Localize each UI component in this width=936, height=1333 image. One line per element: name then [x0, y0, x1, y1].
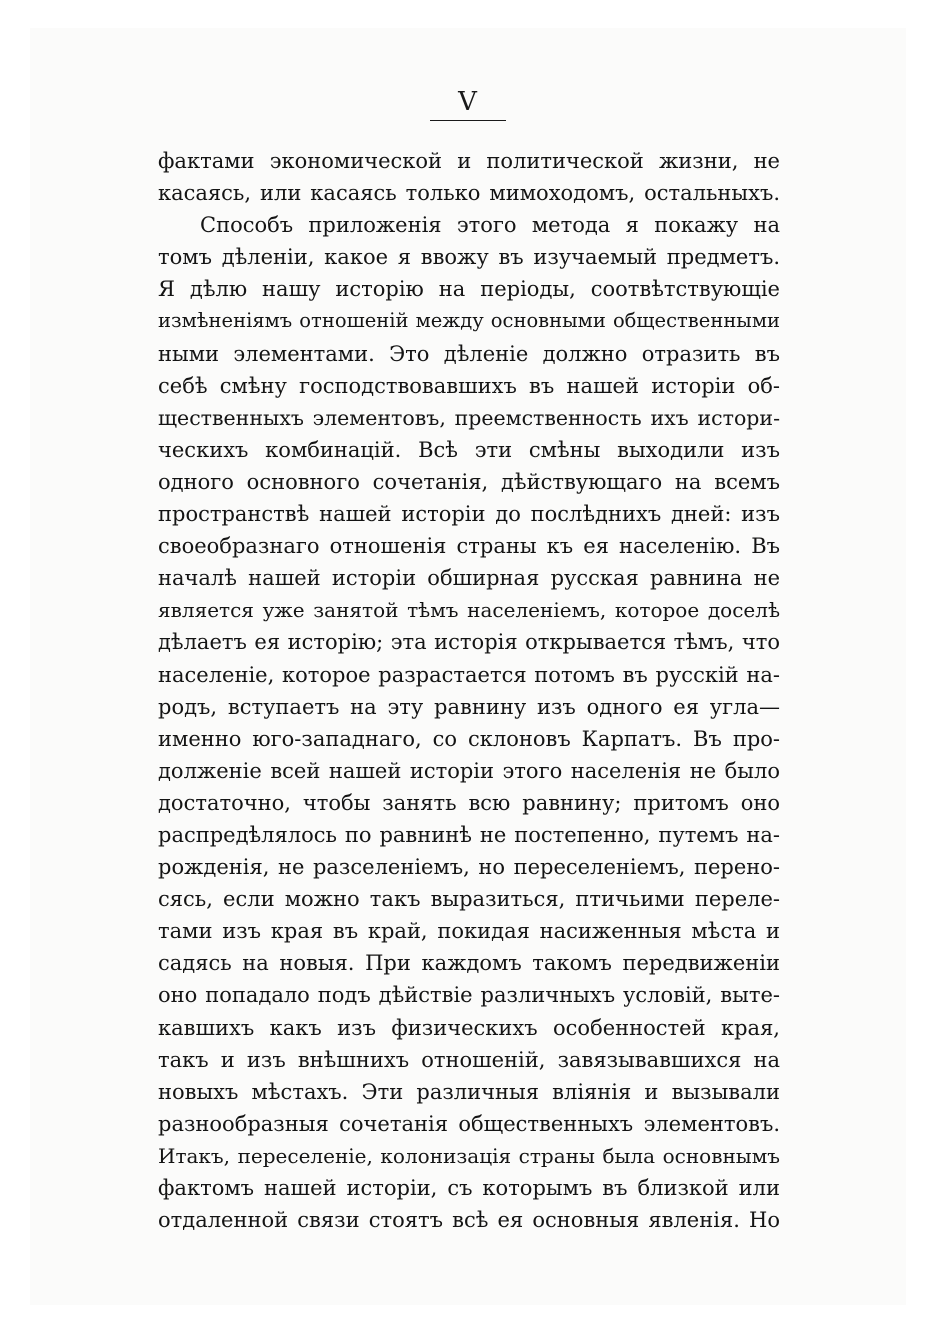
text-line: Способъ приложенія этого метода я покажу на: [200, 213, 780, 238]
text-line: измѣненіямъ отношеній между основными общественными: [158, 309, 780, 333]
text-line: себѣ смѣну господствовавшихъ въ нашей исторіи об-: [158, 373, 780, 398]
body-text: [158, 145, 780, 1236]
text-line: отдаленной связи стоятъ всѣ ея основныя явленія. Но: [158, 1208, 780, 1233]
text-line: щественныхъ элементовъ, преемственность ихъ истори-: [158, 405, 780, 430]
text-line: началѣ нашей исторіи обширная русская равнина не: [158, 566, 780, 591]
page-header: [428, 88, 508, 124]
text-line: разнообразныя сочетанія общественныхъ элементовъ.: [158, 1111, 780, 1136]
text-line: дѣлаетъ ея исторію; эта исторія открывается тѣмъ, что: [158, 630, 780, 655]
text-line: именно юго-западнаго, со склоновъ Карпатъ. Въ про-: [158, 726, 780, 751]
text-line: сясь, если можно такъ выразиться, птичьими переле-: [158, 887, 780, 912]
text-line: своеобразнаго отношенія страны къ ея населенію. Въ: [158, 534, 780, 559]
text-line: распредѣлялось по равнинѣ не постепенно, путемъ на-: [158, 822, 780, 847]
text-line: долженіе всей нашей исторіи этого населенія не было: [158, 758, 780, 783]
text-line: Я дѣлю нашу исторію на періоды, соотвѣтствующіе: [158, 277, 780, 302]
text-line: Итакъ, переселеніе, колонизація страны была основнымъ: [158, 1143, 780, 1168]
text-line: населеніе, которое разрастается потомъ въ русскій на-: [158, 662, 780, 687]
text-line: рожденія, не разселеніемъ, но переселеніемъ, перено-: [158, 855, 780, 880]
text-line: новыхъ мѣстахъ. Эти различныя вліянія и вызывали: [158, 1079, 780, 1104]
text-line: оно попадало подъ дѣйствіе различныхъ условій, выте-: [158, 983, 780, 1008]
text-line: родъ, вступаетъ на эту равнину изъ одного ея угла—: [158, 694, 780, 719]
text-line: касаясь, или касаясь только мимоходомъ, остальныхъ.: [158, 181, 780, 206]
text-line: пространствѣ нашей исторіи до послѣднихъ дней: изъ: [158, 502, 780, 527]
text-line: является уже занятой тѣмъ населеніемъ, которое доселѣ: [158, 598, 780, 623]
text-line: такъ и изъ внѣшнихъ отношеній, завязывавшихся на: [158, 1047, 780, 1072]
text-line: ческихъ комбинацій. Всѣ эти смѣны выходили изъ: [158, 437, 780, 462]
text-line: одного основного сочетанія, дѣйствующаго на всемъ: [158, 469, 780, 494]
text-line: садясь на новыя. При каждомъ такомъ передвиженіи: [158, 951, 780, 976]
header-rule: [430, 120, 506, 121]
text-line: ными элементами. Это дѣленіе должно отразить въ: [158, 341, 780, 366]
text-line: фактами экономической и политической жизни, не: [158, 149, 780, 173]
text-line: томъ дѣленіи, какое я ввожу въ изучаемый предметъ.: [158, 245, 780, 270]
page-number: V: [458, 87, 478, 117]
text-line: кавшихъ какъ изъ физическихъ особенностей края,: [158, 1015, 780, 1040]
text-line: достаточно, чтобы занять всю равнину; притомъ оно: [158, 790, 780, 815]
text-line: тами изъ края въ край, покидая насиженныя мѣста и: [158, 919, 780, 944]
text-line: фактомъ нашей исторіи, съ которымъ въ близкой или: [158, 1176, 780, 1200]
